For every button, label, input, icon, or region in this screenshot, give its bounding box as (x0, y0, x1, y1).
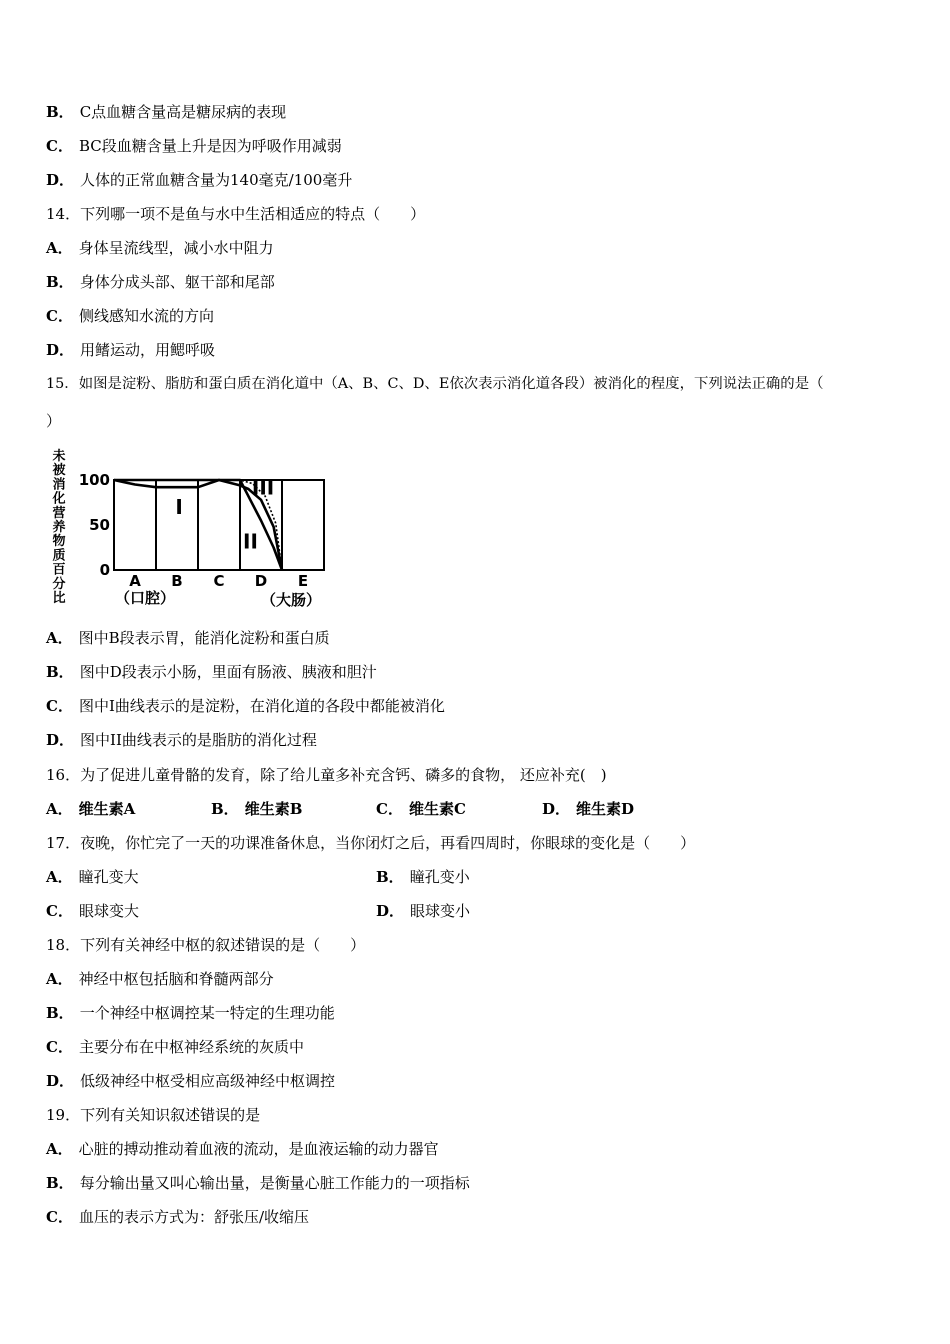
option-label: C． (46, 307, 73, 325)
q18-stem: 18．下列有关神经中枢的叙述错误的是（ ） (46, 936, 366, 954)
q15-stem-cont: ） (46, 412, 62, 430)
q13-option-d (46, 170, 352, 190)
q19-stem: 19．下列有关知识叙述错误的是 (46, 1106, 261, 1124)
y-label-char: 未 (52, 449, 66, 464)
option-label: B． (46, 1004, 74, 1022)
q19-option-c (46, 1207, 309, 1227)
option-label: B． (376, 868, 404, 886)
option-text: 一个神经中枢调控某一特定的生理功能 (79, 1004, 335, 1022)
option-text: 主要分布在中枢神经系统的灰质中 (78, 1038, 304, 1056)
q13-option-b (46, 102, 286, 122)
option-text: BC段血糖含量上升是因为呼吸作用减弱 (78, 137, 342, 155)
y-label-char: 比 (52, 591, 66, 606)
y-tick-label: 100 (78, 471, 110, 489)
option-text: 瞳孔变大 (78, 868, 139, 886)
option-text: 图中II曲线表示的是脂肪的消化过程 (80, 731, 317, 749)
y-label-char: 被 (52, 463, 66, 479)
y-tick-label: 50 (89, 516, 110, 534)
option-text: 维生素D (576, 800, 635, 818)
x-tick-label: E (297, 572, 309, 590)
q14-option-b (46, 272, 275, 292)
y-label-char: 分 (52, 576, 66, 592)
option-label: C． (46, 697, 73, 715)
option-text: 低级神经中枢受相应高级神经中枢调控 (80, 1072, 336, 1090)
q17-option-b (376, 867, 470, 887)
q14-option-a (46, 238, 274, 258)
q18-option-b (46, 1003, 335, 1023)
y-label-char: 养 (52, 520, 66, 535)
option-label: C． (46, 137, 73, 155)
y-axis-label (51, 448, 65, 606)
y-label-char: 化 (52, 491, 66, 507)
q17-option-a (46, 867, 139, 887)
q16-option-b (211, 799, 302, 819)
q17-option-c (46, 901, 139, 921)
q16-option-c (376, 799, 466, 819)
option-label: B． (46, 273, 74, 291)
y-label-char: 营 (52, 505, 66, 521)
q19-option-b (46, 1173, 470, 1193)
option-label: B． (211, 800, 239, 818)
q14-stem: 14．下列哪一项不是鱼与水中生活相适应的特点（ ） (46, 205, 426, 223)
option-label: D． (542, 800, 571, 818)
q18-option-d (46, 1071, 335, 1091)
q16-option-a (46, 799, 135, 819)
q14-option-d (46, 340, 215, 360)
option-label: C． (46, 1038, 73, 1056)
option-text: 图中D段表示小肠，里面有肠液、胰液和胆汁 (79, 663, 377, 681)
y-label-char: 百 (52, 562, 66, 578)
y-label-char: 物 (52, 534, 66, 550)
plot-border (114, 480, 324, 570)
option-text: C点血糖含量高是糖尿病的表现 (79, 103, 287, 121)
q17-stem: 17．夜晚，你忙完了一天的功课准备休息，当你闭灯之后，再看四周时，你眼球的变化是（ ） (46, 834, 696, 852)
y-label-char: 质 (52, 548, 66, 564)
option-text: 人体的正常血糖含量为140毫克/100毫升 (80, 171, 353, 189)
x-tick-label: A (129, 572, 141, 590)
y-tick-label: 0 (99, 561, 110, 579)
option-text: 侧线感知水流的方向 (78, 307, 214, 325)
option-text: 心脏的搏动推动着血液的流动，是血液运输的动力器官 (78, 1140, 439, 1158)
curve-label-II: II (243, 529, 258, 554)
option-text: 神经中枢包括脑和脊髓两部分 (78, 970, 274, 988)
option-label: C． (46, 902, 73, 920)
q14-option-c (46, 306, 214, 326)
option-text: 维生素C (408, 800, 466, 818)
q15-option-c (46, 696, 445, 716)
option-label: D． (46, 1072, 75, 1090)
option-text: 图中I曲线表示的是淀粉，在消化道的各段中都能被消化 (78, 697, 445, 715)
option-label: D． (46, 171, 75, 189)
option-text: 眼球变小 (410, 902, 471, 920)
option-text: 图中B段表示胃，能消化淀粉和蛋白质 (78, 629, 330, 647)
option-text: 维生素A (78, 800, 136, 818)
x-note-label: （口腔） (114, 589, 176, 607)
option-text: 身体分成头部、躯干部和尾部 (79, 273, 275, 291)
chart-frame (114, 480, 324, 570)
q18-option-c (46, 1037, 304, 1057)
option-label: A． (46, 629, 73, 647)
option-text: 每分输出量又叫心输出量，是衡量心脏工作能力的一项指标 (79, 1174, 470, 1192)
x-tick-label: C (213, 572, 225, 590)
option-label: C． (376, 800, 403, 818)
option-label: D． (46, 731, 75, 749)
digestion-chart (46, 448, 346, 613)
y-label-char: 消 (52, 477, 66, 493)
option-label: A． (46, 800, 73, 818)
option-text: 用鳍运动，用鳃呼吸 (80, 341, 216, 359)
curve-label-III: III (251, 475, 275, 500)
q15-option-a (46, 628, 330, 648)
q16-option-d (542, 799, 634, 819)
option-label: A． (46, 239, 73, 257)
q15-option-d (46, 730, 317, 750)
x-note-label: （大肠） (260, 591, 322, 609)
option-text: 维生素B (244, 800, 303, 818)
option-label: B． (46, 1174, 74, 1192)
x-labels (115, 572, 321, 609)
q18-option-a (46, 969, 274, 989)
option-label: B． (46, 663, 74, 681)
option-label: D． (376, 902, 405, 920)
option-text: 血压的表示方式为：舒张压/收缩压 (78, 1208, 310, 1226)
q15-stem: 15．如图是淀粉、脂肪和蛋白质在消化道中（A、B、C、D、E依次表示消化道各段）被消化的程度，下列说法正确的是（ (46, 376, 824, 392)
option-text: 眼球变大 (78, 902, 139, 920)
y-ticks (79, 471, 110, 579)
option-label: A． (46, 868, 73, 886)
option-text: 瞳孔变小 (409, 868, 470, 886)
option-text: 身体呈流线型，减小水中阻力 (78, 239, 274, 257)
q15-option-b (46, 662, 377, 682)
x-tick-label: D (254, 572, 268, 590)
q16-stem: 16．为了促进儿童骨骼的发育，除了给儿童多补充含钙、磷多的食物， 还应补充( ) (46, 766, 607, 784)
option-label: A． (46, 970, 73, 988)
option-label: A． (46, 1140, 73, 1158)
q17-option-d (376, 901, 470, 921)
option-label: B． (46, 103, 74, 121)
q19-option-a (46, 1139, 439, 1159)
option-label: D． (46, 341, 75, 359)
q13-option-c (46, 136, 342, 156)
curve-label-I: I (175, 495, 183, 520)
option-label: C． (46, 1208, 73, 1226)
x-tick-label: B (171, 572, 183, 590)
